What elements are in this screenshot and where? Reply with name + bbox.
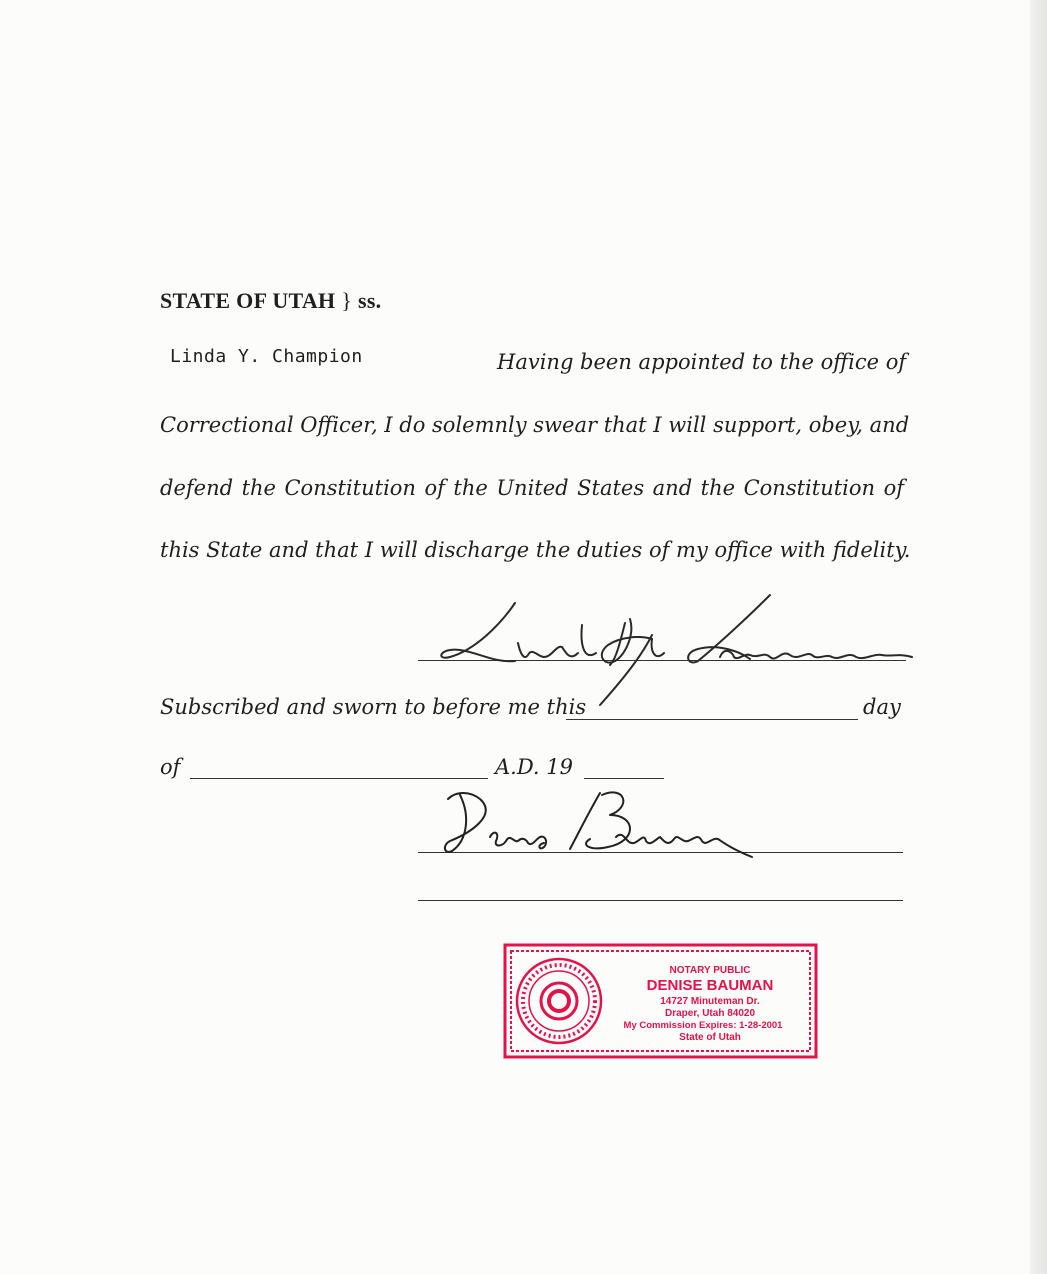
day-blank[interactable]: [566, 719, 858, 720]
oath-line-3: defend the Constitution of the United States and the Constitution of: [160, 476, 904, 500]
ad-label: A.D. 19: [495, 755, 574, 779]
month-blank[interactable]: [190, 778, 488, 779]
venue-ss: ss.: [357, 288, 382, 313]
oath-line-4: this State and that I will discharge the duties of my office with fidelity.: [160, 538, 911, 562]
stamp-commission: My Commission Expires: 1-28-2001: [623, 1020, 783, 1031]
venue-brace: }: [341, 288, 353, 313]
venue-state: STATE OF UTAH: [160, 288, 336, 313]
year-blank[interactable]: [584, 778, 664, 779]
notary-stamp: [503, 943, 818, 1059]
oath-line-1: Having been appointed to the office of: [497, 350, 907, 374]
stamp-address-2: Draper, Utah 84020: [664, 1008, 756, 1019]
stamp-name: DENISE BAUMAN: [646, 977, 774, 994]
affiant-signature: [420, 595, 920, 710]
page-edge: [1030, 0, 1047, 1274]
subscribed-text: Subscribed and sworn to before me this: [160, 695, 587, 719]
stamp-title: NOTARY PUBLIC: [669, 965, 751, 976]
stamp-address-1: 14727 Minuteman Dr.: [660, 996, 760, 1007]
day-label: day: [863, 695, 901, 719]
notary-title-line: [418, 900, 903, 901]
notary-signature: [440, 785, 770, 865]
notary-stamp-graphic: [503, 943, 818, 1059]
typed-affiant-name: Linda Y. Champion: [170, 346, 363, 367]
oath-line-2: Correctional Officer, I do solemnly swear that I will support, obey, and: [160, 413, 910, 437]
venue-heading: [160, 288, 381, 314]
stamp-state: State of Utah: [679, 1032, 741, 1043]
of-label: of: [160, 755, 181, 779]
